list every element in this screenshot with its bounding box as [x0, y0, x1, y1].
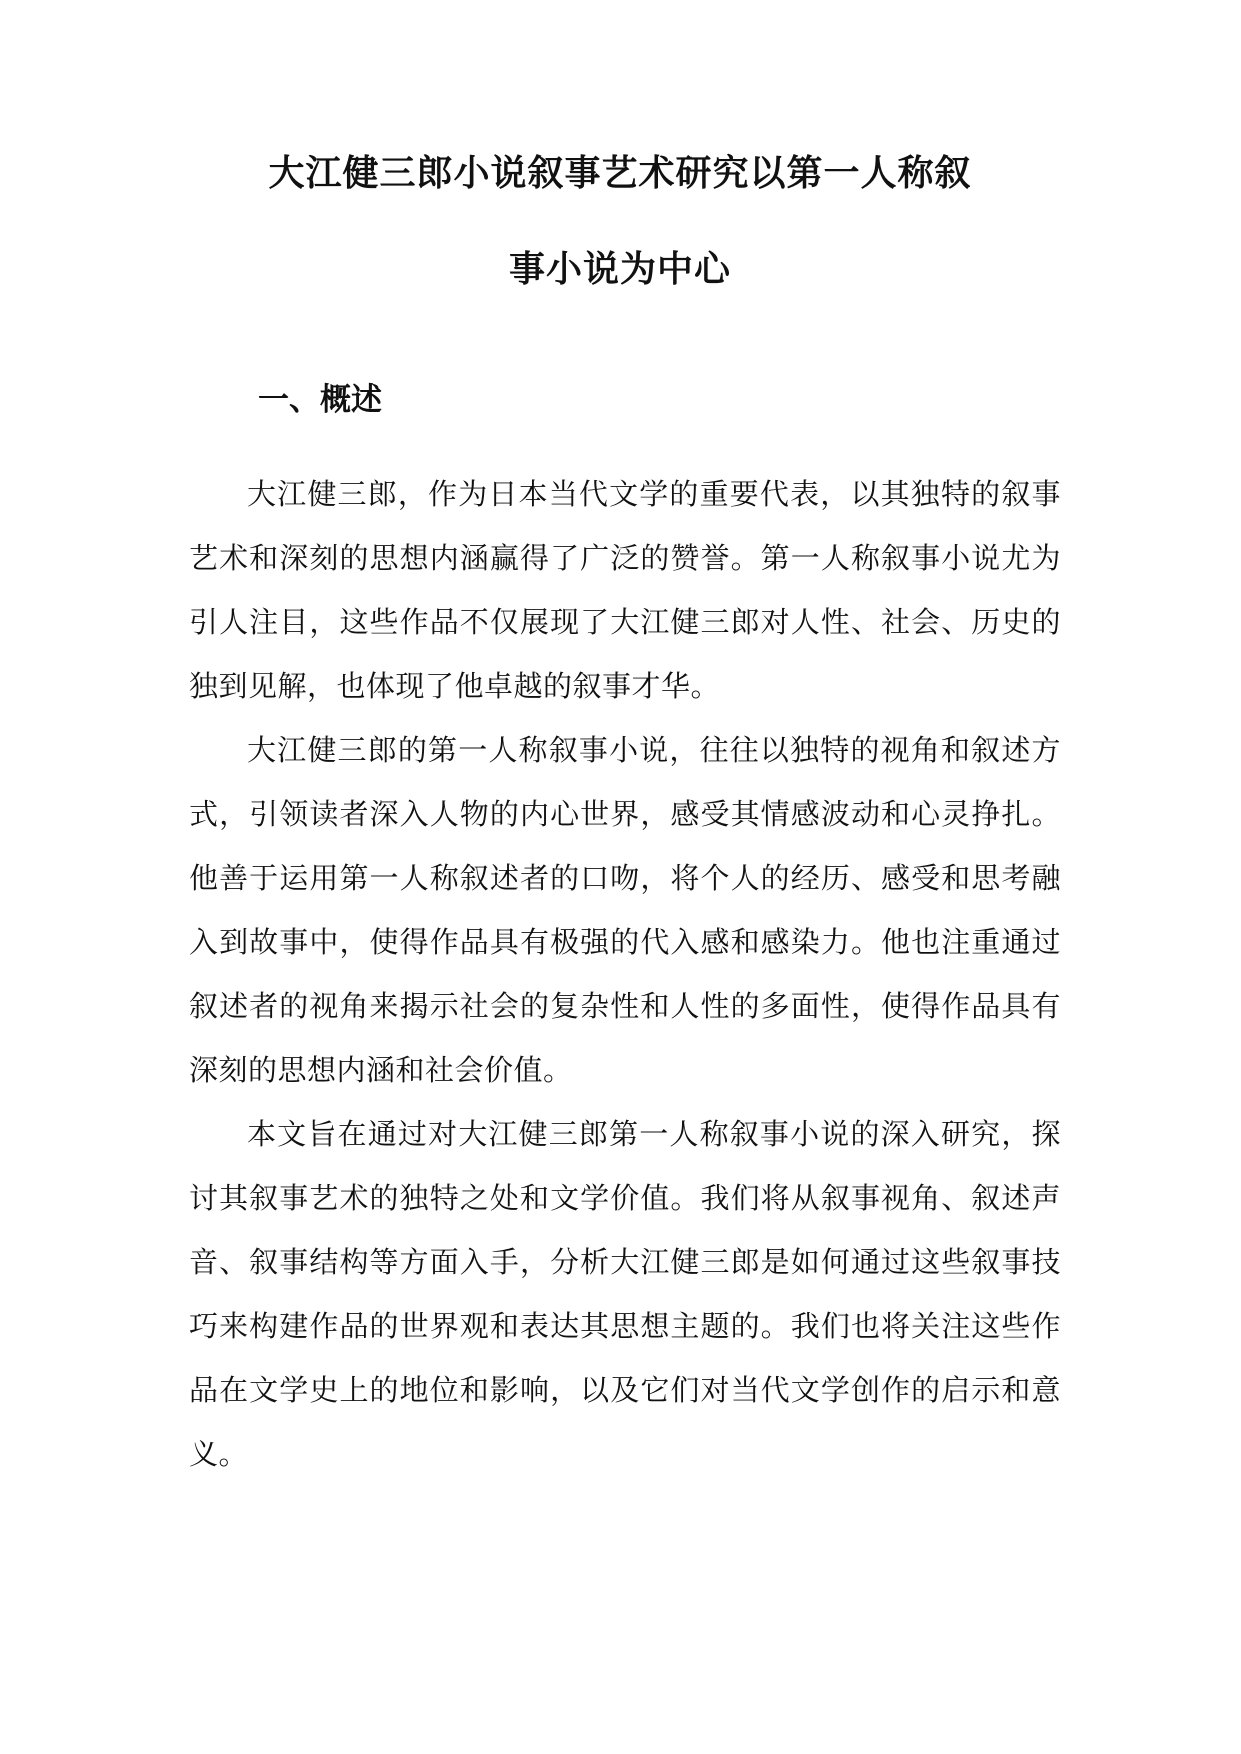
document-body [189, 462, 1061, 1486]
document-title-line-2: 事小说为中心 [508, 249, 731, 290]
section-heading: 一、概述 [258, 382, 382, 418]
paragraph-2: 大江健三郎的第一人称叙事小说，往往以独特的视角和叙述方式，引领读者深入人物的内心世界，感受其情感波动和心灵挣扎。他善于运用第一人称叙述者的口吻，将个人的经历、感受和思考融入到故事中，使得作品具有极强的代入感和感染力。他也注重通过叙述者的视角来揭示社会的复杂性和人性的多面性，使得作品具有深刻的思想内涵和社会价值。 [189, 733, 1061, 1087]
paragraph-1: 大江健三郎，作为日本当代文学的重要代表，以其独特的叙事艺术和深刻的思想内涵赢得了广泛的赞誉。第一人称叙事小说尤为引人注目，这些作品不仅展现了大江健三郎对人性、社会、历史的独到见解，也体现了他卓越的叙事才华。 [189, 477, 1061, 703]
document-title-line-1: 大江健三郎小说叙事艺术研究以第一人称叙 [268, 153, 972, 194]
paragraph-3: 本文旨在通过对大江健三郎第一人称叙事小说的深入研究，探讨其叙事艺术的独特之处和文学价值。我们将从叙事视角、叙述声音、叙事结构等方面入手，分析大江健三郎是如何通过这些叙事技巧来构建作品的世界观和表达其思想主题的。我们也将关注这些作品在文学史上的地位和影响，以及它们对当代文学创作的启示和意义。 [189, 1117, 1061, 1471]
